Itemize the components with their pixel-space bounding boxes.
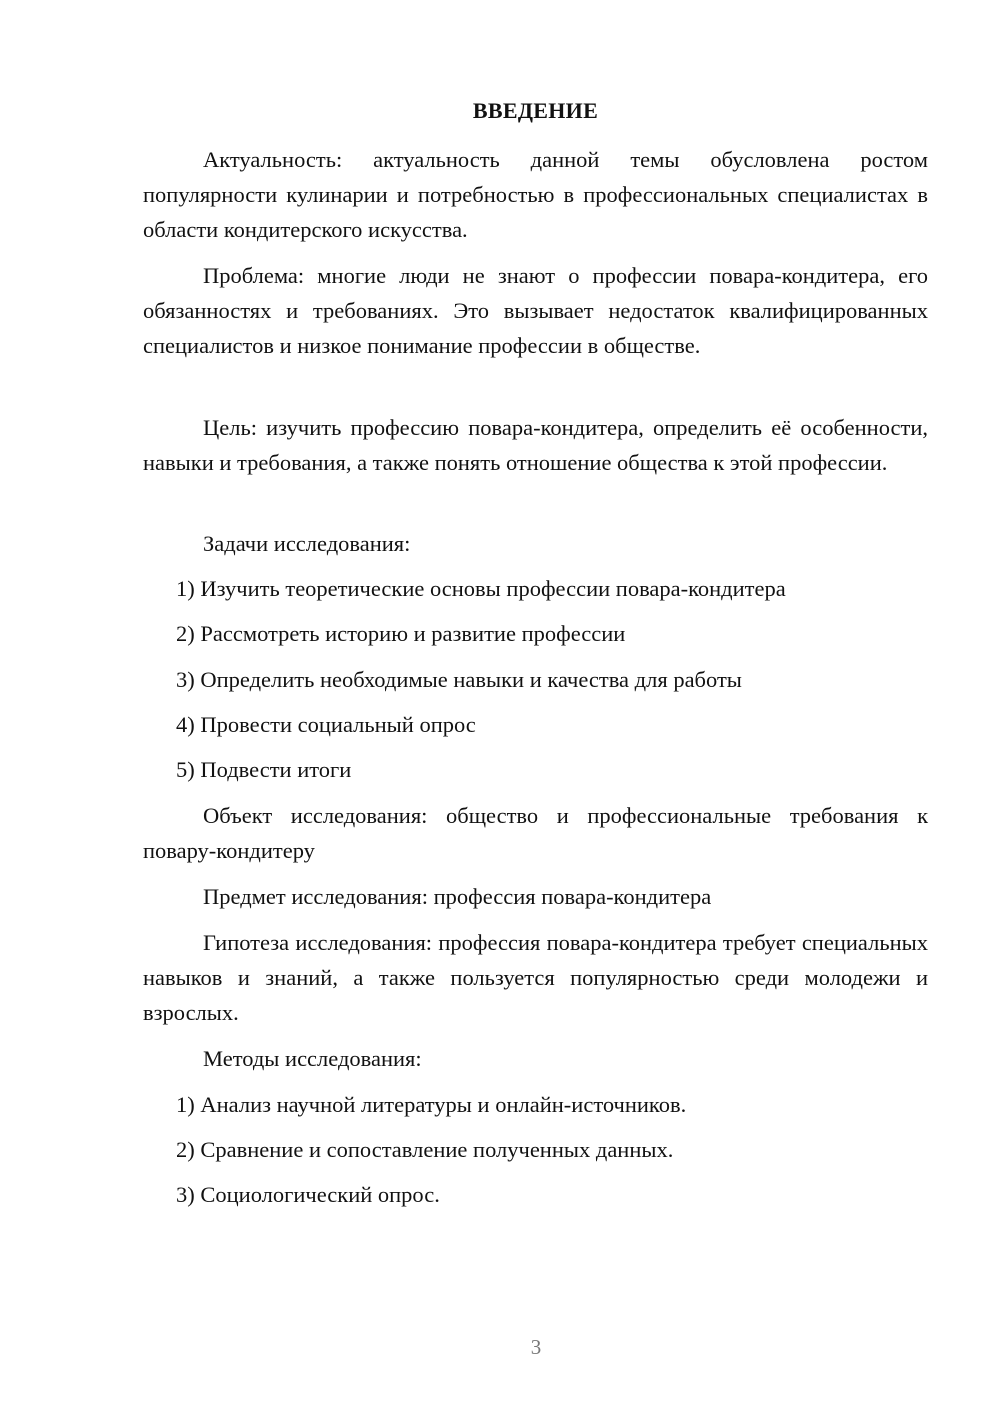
task-item-2: 2) Рассмотреть историю и развитие профессии bbox=[176, 621, 626, 646]
tasks-heading: Задачи исследования: bbox=[203, 531, 411, 556]
object-paragraph: Объект исследования: общество и профессиональные требования к повару-кондитеру bbox=[143, 803, 928, 863]
task-item-5: 5) Подвести итоги bbox=[176, 757, 352, 782]
subject-paragraph: Предмет исследования: профессия повара-кондитера bbox=[203, 884, 712, 909]
method-item-2: 2) Сравнение и сопоставление полученных данных. bbox=[176, 1137, 674, 1162]
problem-paragraph: Проблема: многие люди не знают о профессии повара-кондитера, его обязанностях и требованиях. Это вызывает недостаток квалифицированных специалистов и низкое понимание профессии в обществе. bbox=[143, 263, 928, 358]
task-item-1: 1) Изучить теоретические основы профессии повара-кондитера bbox=[176, 576, 786, 601]
page-number: 3 bbox=[530, 1335, 542, 1359]
goal-paragraph: Цель: изучить профессию повара-кондитера, определить её особенности, навыки и требования, а также понять отношение общества к этой профессии. bbox=[143, 415, 928, 475]
task-item-4: 4) Провести социальный опрос bbox=[176, 712, 476, 737]
relevance-paragraph: Актуальность: актуальность данной темы обусловлена ростом популярности кулинарии и потребностью в профессиональных специалистах в области кондитерского искусства. bbox=[143, 147, 928, 242]
hypothesis-paragraph: Гипотеза исследования: профессия повара-кондитера требует специальных навыков и знаний, а также пользуется популярностью среди молодежи и взрослых. bbox=[143, 930, 928, 1025]
page-title: ВВЕДЕНИЕ bbox=[472, 98, 599, 123]
method-item-1: 1) Анализ научной литературы и онлайн-источников. bbox=[176, 1092, 687, 1117]
method-item-3: 3) Социологический опрос. bbox=[176, 1182, 440, 1207]
methods-heading: Методы исследования: bbox=[203, 1046, 422, 1071]
task-item-3: 3) Определить необходимые навыки и качества для работы bbox=[176, 667, 742, 692]
